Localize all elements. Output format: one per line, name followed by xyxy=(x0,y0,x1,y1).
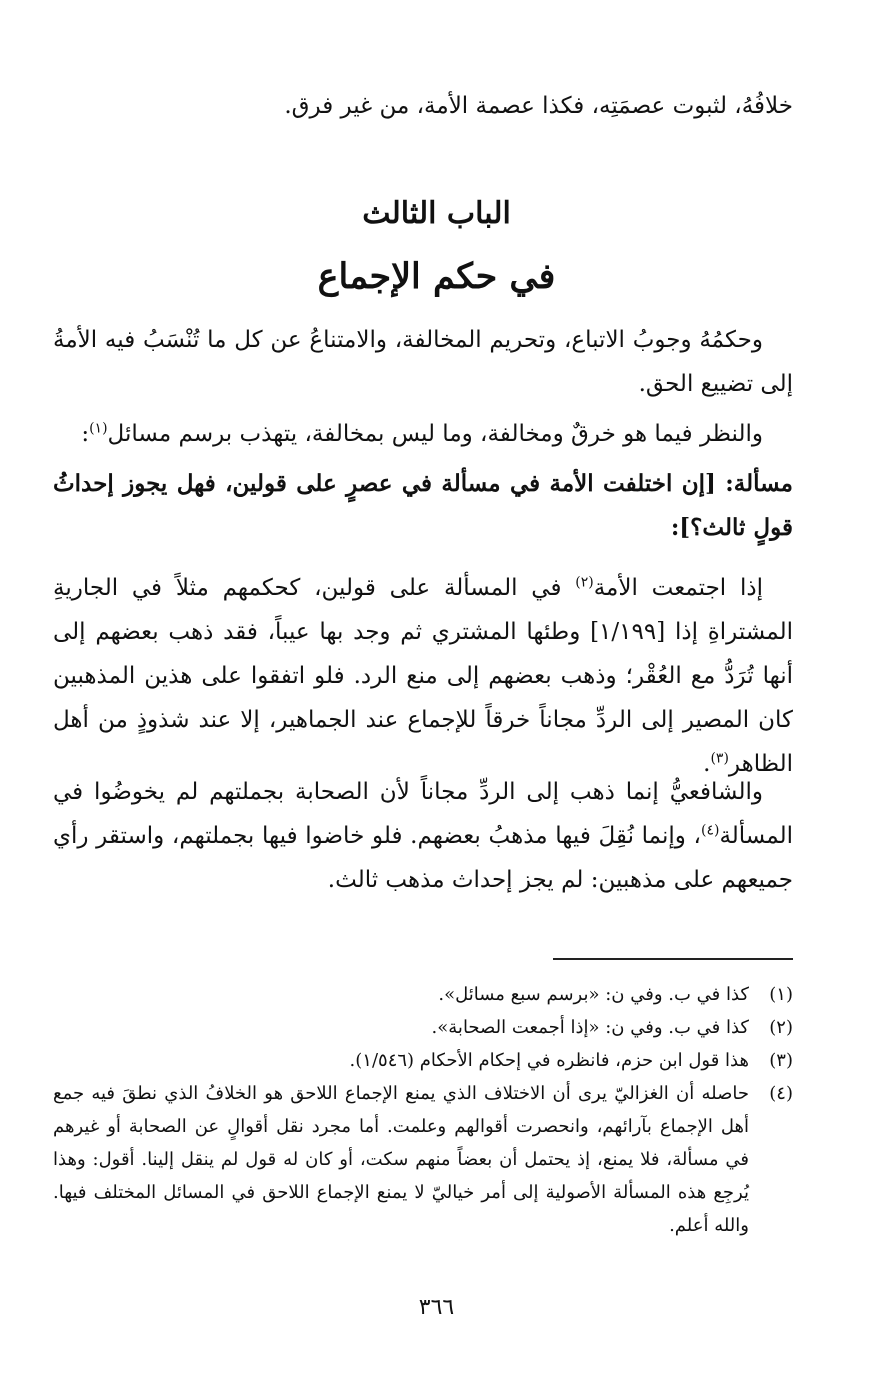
paragraph-shafii xyxy=(53,770,793,902)
footnote-text: هذا قول ابن حزم، فانظره في إحكام الأحكام (١/٥٤٦). xyxy=(349,1050,749,1071)
footnote-divider xyxy=(553,958,793,960)
paragraph-example-body: في المسألة على قولين، كحكمهم مثلاً في الجاريةِ المشتراةِ إذا [١/١٩٩] وطئها المشتري ثم وجد بها عيباً، فقد ذهب بعضهم إلى أنها تُرَدُّ مع العُقْر؛ وذهب بعضهم إلى منع الرد. فلو اتفقوا على هذين المذهبين كان المصير إلى الردِّ مجاناً خرقاً للإجماع عند الجماهير، إلا عند شذوذٍ من أهل الظاهر xyxy=(53,575,794,777)
chapter-subtitle: في حكم الإجماع xyxy=(317,256,556,297)
paragraph-example-start: إذا اجتمعت الأمة xyxy=(593,575,764,601)
footnote-text: حاصله أن الغزاليّ يرى أن الاختلاف الذي يمنع الإجماع اللاحق هو الخلافُ الذي نطقَ فيه جمع أهل الإجماع بآرائهم، وانحصرت أقوالهم وعلمت. أما مجرد نقل أقوالٍ عن الصحابة أو غيرهم في مسألة، فلا يمنع، إذ يحتمل أن بعضاً منهم سكت، أو كان له قول لم ينقل إلينا. أقول: وهذا يُرجِع هذه المسألة الأصولية إلى أمر خياليّ لا يمنع الإجماع اللاحق في المسائل المختلف فيها. والله أعلم. xyxy=(53,1083,749,1236)
paragraph-issues-text: والنظر فيما هو خرقٌ ومخالفة، وما ليس بمخالفة، يتهذب برسم مسائل xyxy=(107,421,763,447)
paragraph-example-end: . xyxy=(703,751,711,777)
page-number: ٣٦٦ xyxy=(418,1295,455,1320)
footnote-number: (١) xyxy=(769,984,793,1005)
footnote-text: كذا في ب. وفي ن: «إذا أجمعت الصحابة». xyxy=(431,1017,749,1038)
paragraph-example xyxy=(53,566,793,786)
paragraph-shafii-start: والشافعيُّ إنما ذهب إلى الردِّ مجاناً لأن الصحابة بجملتهم لم يخوضُوا في المسألة xyxy=(53,779,793,849)
footnote-number: (٤) xyxy=(769,1083,793,1104)
footnote-number: (٣) xyxy=(769,1050,793,1071)
footnote-ref-2[interactable]: (٢) xyxy=(575,574,594,591)
paragraph-ruling: وحكمُهُ وجوبُ الاتباع، وتحريم المخالفة، والامتناعُ عن كل ما تُنْسَبُ فيه الأمةُ إلى تضييع الحق. xyxy=(53,327,793,397)
issue-heading: مسألة: [إن اختلفت الأمة في مسألة في عصرٍ على قولين، فهل يجوز إحداثُ قولٍ ثالث؟]: xyxy=(53,470,793,541)
footnote-text: كذا في ب. وفي ن: «برسم سبع مسائل». xyxy=(438,984,749,1005)
continued-text-line: خلافُهُ، لثبوت عصمَتِه، فكذا عصمة الأمة، من غير فرق. xyxy=(284,93,793,119)
footnote-number: (٢) xyxy=(769,1017,793,1038)
footnote-3 xyxy=(53,1044,793,1077)
footnote-ref-4[interactable]: (٤) xyxy=(700,822,720,839)
footnote-1 xyxy=(53,978,793,1011)
footnote-4 xyxy=(53,1077,793,1242)
chapter-title: الباب الثالث xyxy=(362,196,511,231)
footnotes xyxy=(53,978,793,1242)
footnote-ref-3[interactable]: (٣) xyxy=(710,750,729,767)
paragraph-shafii-end: ، وإنما نُقِلَ فيها مذهبُ بعضهم. فلو خاضوا فيها بجملتهم، واستقر رأي جميعهم على مذهبين: لم يجز إحداث مذهب ثالث. xyxy=(53,823,793,893)
footnote-ref-1[interactable]: (١) xyxy=(89,420,108,437)
paragraph-issues xyxy=(53,412,793,456)
footnote-2 xyxy=(53,1011,793,1044)
paragraph-issues-end: : xyxy=(81,421,90,447)
